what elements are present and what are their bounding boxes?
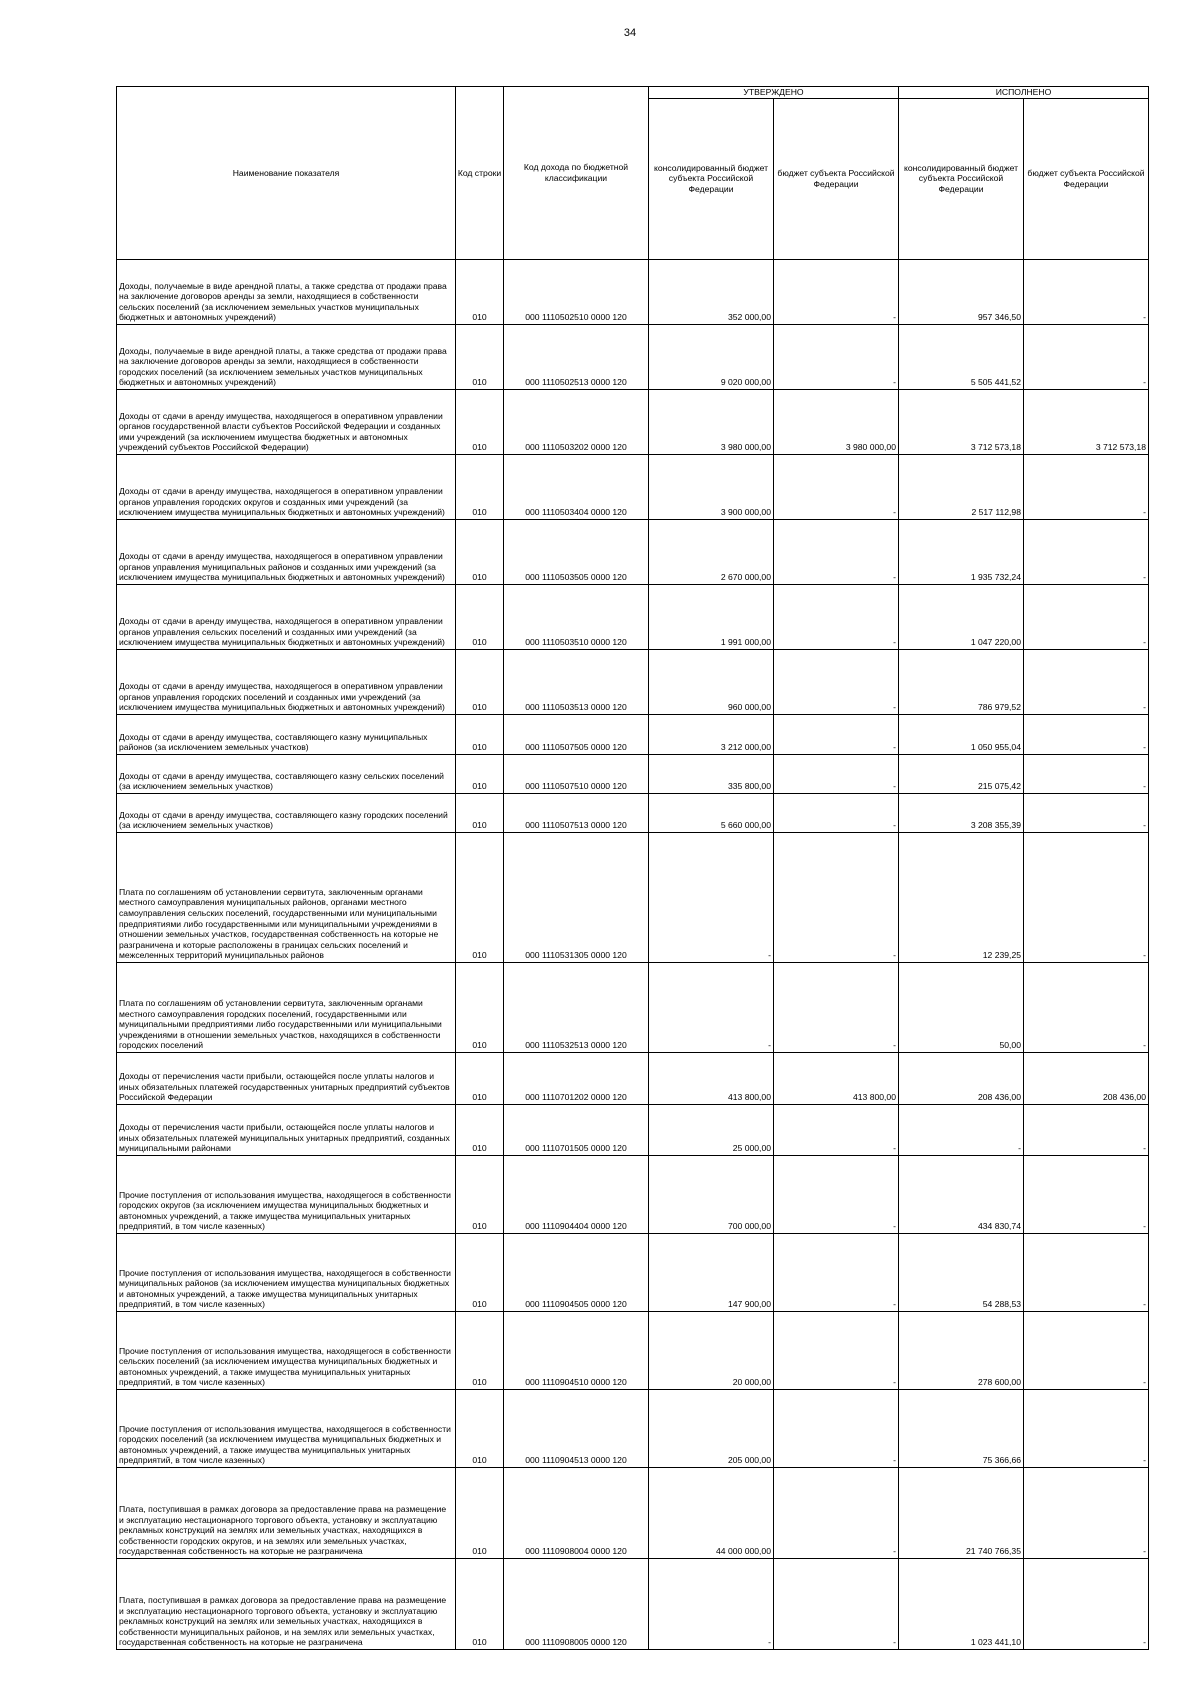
executed-consolidated: 2 517 112,98	[899, 455, 1024, 520]
page-number: 34	[623, 27, 637, 39]
income-code: 000 1110532513 0000 120	[504, 963, 649, 1053]
executed-consolidated: 215 075,42	[899, 755, 1024, 794]
table-row	[117, 585, 1149, 650]
indicator-name: Прочие поступления от использования имущества, находящегося в собственности муниципальных районов (за исключением имущества муниципальных бюджетных и автономных учреждений, а также имущества муниципальных унитарных предприятий, в том числе казенных)	[117, 1234, 456, 1312]
income-code: 000 1110904505 0000 120	[504, 1234, 649, 1312]
income-code: 000 1110503404 0000 120	[504, 455, 649, 520]
indicator-name: Доходы от сдачи в аренду имущества, находящегося в оперативном управлении органов управления сельских поселений и созданных ими учреждений (за исключением имущества муниципальных бюджетных и автономных учреждений)	[117, 585, 456, 650]
executed-subject: -	[1024, 715, 1149, 755]
executed-subject: -	[1024, 585, 1149, 650]
table-row	[117, 325, 1149, 390]
executed-subject: -	[1024, 520, 1149, 585]
indicator-name: Прочие поступления от использования имущества, находящегося в собственности сельских поселений (за исключением имущества муниципальных бюджетных и автономных учреждений, а также имущества муниципальных унитарных предприятий, в том числе казенных)	[117, 1312, 456, 1390]
indicator-name: Плата по соглашениям об установлении сервитута, заключенным органами местного самоуправления муниципальных районов, органами местного самоуправления сельских поселений, государственными или муниципальными предприятиями либо государственными или муниципальными учреждениями в отношении земельных участков, государственная собственность на которые не разграничена и которые расположены в границах сельских поселений и межселенных территорий муниципальных районов	[117, 833, 456, 963]
line-code: 010	[456, 1234, 504, 1312]
approved-consolidated: -	[649, 833, 774, 963]
table-row	[117, 833, 1149, 963]
line-code: 010	[456, 260, 504, 325]
approved-subject: 413 800,00	[774, 1053, 899, 1105]
table-row	[117, 1390, 1149, 1468]
line-code: 010	[456, 1559, 504, 1650]
table-row	[117, 1468, 1149, 1559]
executed-consolidated: 1 023 441,10	[899, 1559, 1024, 1650]
indicator-name: Доходы от перечисления части прибыли, остающейся после уплаты налогов и иных обязательных платежей государственных унитарных предприятий субъектов Российской Федерации	[117, 1053, 456, 1105]
approved-subject: -	[774, 650, 899, 715]
line-code: 010	[456, 585, 504, 650]
approved-consolidated: 2 670 000,00	[649, 520, 774, 585]
income-code: 000 1110502513 0000 120	[504, 325, 649, 390]
executed-subject: -	[1024, 650, 1149, 715]
line-code: 010	[456, 715, 504, 755]
executed-consolidated: 50,00	[899, 963, 1024, 1053]
executed-subject: -	[1024, 794, 1149, 833]
indicator-name: Доходы от сдачи в аренду имущества, составляющего казну городских поселений (за исключением земельных участков)	[117, 794, 456, 833]
income-code: 000 1110701505 0000 120	[504, 1105, 649, 1156]
table-row	[117, 963, 1149, 1053]
income-code: 000 1110503505 0000 120	[504, 520, 649, 585]
income-code: 000 1110507505 0000 120	[504, 715, 649, 755]
line-code: 010	[456, 963, 504, 1053]
indicator-name: Доходы от перечисления части прибыли, остающейся после уплаты налогов и иных обязательных платежей муниципальных унитарных предприятий, созданных муниципальными районами	[117, 1105, 456, 1156]
line-code: 010	[456, 833, 504, 963]
approved-consolidated: -	[649, 1559, 774, 1650]
executed-subject: -	[1024, 455, 1149, 520]
executed-consolidated: 208 436,00	[899, 1053, 1024, 1105]
indicator-name: Доходы от сдачи в аренду имущества, находящегося в оперативном управлении органов управления муниципальных районов и созданных ими учреждений (за исключением имущества муниципальных бюджетных и автономных учреждений)	[117, 520, 456, 585]
line-code: 010	[456, 755, 504, 794]
executed-subject: -	[1024, 1234, 1149, 1312]
approved-consolidated: 413 800,00	[649, 1053, 774, 1105]
executed-subject: 208 436,00	[1024, 1053, 1149, 1105]
executed-subject: -	[1024, 1468, 1149, 1559]
executed-consolidated: 1 047 220,00	[899, 585, 1024, 650]
line-code: 010	[456, 1468, 504, 1559]
executed-subject: -	[1024, 1559, 1149, 1650]
indicator-name: Доходы, получаемые в виде арендной платы, а также средства от продажи права на заключение договоров аренды за земли, находящиеся в собственности городских поселений (за исключением земельных участков муниципальных бюджетных и автономных учреждений)	[117, 325, 456, 390]
header-line-code: Код строки	[456, 87, 504, 260]
approved-consolidated: 1 991 000,00	[649, 585, 774, 650]
executed-subject: -	[1024, 325, 1149, 390]
line-code: 010	[456, 1105, 504, 1156]
income-code: 000 1110701202 0000 120	[504, 1053, 649, 1105]
executed-consolidated: 786 979,52	[899, 650, 1024, 715]
table-row	[117, 1156, 1149, 1234]
indicator-name: Доходы от сдачи в аренду имущества, находящегося в оперативном управлении органов управления городских округов и созданных ими учреждений (за исключением имущества муниципальных бюджетных и автономных учреждений)	[117, 455, 456, 520]
header-executed-consolidated: консолидированный бюджет субъекта Российской Федерации	[899, 99, 1024, 260]
table-row	[117, 390, 1149, 455]
approved-subject: -	[774, 794, 899, 833]
approved-consolidated: 5 660 000,00	[649, 794, 774, 833]
indicator-name: Плата, поступившая в рамках договора за предоставление права на размещение и эксплуатацию нестационарного торгового объекта, установку и эксплуатацию рекламных конструкций на землях или земельных участках, находящихся в собственности муниципальных районов, и на землях или земельных участках, государственная собственность на которые не разграничена	[117, 1559, 456, 1650]
approved-subject: -	[774, 455, 899, 520]
approved-consolidated: 44 000 000,00	[649, 1468, 774, 1559]
line-code: 010	[456, 1312, 504, 1390]
table-body	[117, 260, 1149, 1650]
approved-subject: 3 980 000,00	[774, 390, 899, 455]
line-code: 010	[456, 1156, 504, 1234]
approved-consolidated: 335 800,00	[649, 755, 774, 794]
executed-consolidated: 278 600,00	[899, 1312, 1024, 1390]
executed-consolidated: -	[899, 1105, 1024, 1156]
indicator-name: Доходы от сдачи в аренду имущества, составляющего казну сельских поселений (за исключением земельных участков)	[117, 755, 456, 794]
line-code: 010	[456, 1390, 504, 1468]
approved-consolidated: 352 000,00	[649, 260, 774, 325]
executed-consolidated: 21 740 766,35	[899, 1468, 1024, 1559]
indicator-name: Прочие поступления от использования имущества, находящегося в собственности городских округов (за исключением имущества муниципальных бюджетных и автономных учреждений, а также имущества муниципальных унитарных предприятий, в том числе казенных)	[117, 1156, 456, 1234]
executed-consolidated: 3 208 355,39	[899, 794, 1024, 833]
header-executed-subject: бюджет субъекта Российской Федерации	[1024, 99, 1149, 260]
executed-subject: -	[1024, 1312, 1149, 1390]
income-code: 000 1110904510 0000 120	[504, 1312, 649, 1390]
executed-consolidated: 12 239,25	[899, 833, 1024, 963]
approved-subject: -	[774, 585, 899, 650]
indicator-name: Плата, поступившая в рамках договора за предоставление права на размещение и эксплуатацию нестационарного торгового объекта, установку и эксплуатацию рекламных конструкций на землях или земельных участках, находящихся в собственности городских округов, и на землях или земельных участках, государственная собственность на которые не разграничена	[117, 1468, 456, 1559]
indicator-name: Прочие поступления от использования имущества, находящегося в собственности городских поселений (за исключением имущества муниципальных бюджетных и автономных учреждений, а также имущества муниципальных унитарных предприятий, в том числе казенных)	[117, 1390, 456, 1468]
table-row	[117, 520, 1149, 585]
executed-consolidated: 54 288,53	[899, 1234, 1024, 1312]
table-row	[117, 794, 1149, 833]
line-code: 010	[456, 325, 504, 390]
line-code: 010	[456, 455, 504, 520]
income-code: 000 1110908004 0000 120	[504, 1468, 649, 1559]
income-code: 000 1110904404 0000 120	[504, 1156, 649, 1234]
income-code: 000 1110503510 0000 120	[504, 585, 649, 650]
approved-consolidated: 3 900 000,00	[649, 455, 774, 520]
executed-subject: -	[1024, 833, 1149, 963]
table-row	[117, 455, 1149, 520]
table-row	[117, 715, 1149, 755]
approved-consolidated: -	[649, 963, 774, 1053]
income-code: 000 1110908005 0000 120	[504, 1559, 649, 1650]
executed-consolidated: 3 712 573,18	[899, 390, 1024, 455]
header-name: Наименование показателя	[117, 87, 456, 260]
income-code: 000 1110503202 0000 120	[504, 390, 649, 455]
line-code: 010	[456, 520, 504, 585]
table-row	[117, 1105, 1149, 1156]
approved-consolidated: 960 000,00	[649, 650, 774, 715]
approved-subject: -	[774, 325, 899, 390]
approved-subject: -	[774, 1468, 899, 1559]
table-row	[117, 260, 1149, 325]
income-code: 000 1110507510 0000 120	[504, 755, 649, 794]
approved-subject: -	[774, 1234, 899, 1312]
executed-subject: 3 712 573,18	[1024, 390, 1149, 455]
header-approved-consolidated: консолидированный бюджет субъекта Российской Федерации	[649, 99, 774, 260]
table-row	[117, 1234, 1149, 1312]
executed-subject: -	[1024, 1105, 1149, 1156]
approved-subject: -	[774, 1559, 899, 1650]
executed-subject: -	[1024, 1390, 1149, 1468]
budget-income-table	[116, 86, 1149, 1650]
income-code: 000 1110502510 0000 120	[504, 260, 649, 325]
header-executed: ИСПОЛНЕНО	[899, 87, 1149, 99]
indicator-name: Плата по соглашениям об установлении сервитута, заключенным органами местного самоуправления городских поселений, государственными или муниципальными предприятиями либо государственными или муниципальными учреждениями в отношении земельных участков, находящихся в собственности городских поселений	[117, 963, 456, 1053]
header-approved: УТВЕРЖДЕНО	[649, 87, 899, 99]
approved-consolidated: 205 000,00	[649, 1390, 774, 1468]
indicator-name: Доходы от сдачи в аренду имущества, находящегося в оперативном управлении органов управления городских поселений и созданных ими учреждений (за исключением имущества муниципальных бюджетных и автономных учреждений)	[117, 650, 456, 715]
approved-consolidated: 700 000,00	[649, 1156, 774, 1234]
approved-subject: -	[774, 715, 899, 755]
executed-consolidated: 75 366,66	[899, 1390, 1024, 1468]
executed-consolidated: 957 346,50	[899, 260, 1024, 325]
executed-subject: -	[1024, 755, 1149, 794]
income-code: 000 1110503513 0000 120	[504, 650, 649, 715]
income-code: 000 1110531305 0000 120	[504, 833, 649, 963]
approved-subject: -	[774, 1390, 899, 1468]
approved-subject: -	[774, 755, 899, 794]
line-code: 010	[456, 1053, 504, 1105]
table-row	[117, 1559, 1149, 1650]
indicator-name: Доходы от сдачи в аренду имущества, составляющего казну муниципальных районов (за исключением земельных участков)	[117, 715, 456, 755]
indicator-name: Доходы от сдачи в аренду имущества, находящегося в оперативном управлении органов государственной власти субъектов Российской Федерации и созданных ими учреждений (за исключением имущества бюджетных и автономных учреждений субъектов Российской Федерации)	[117, 390, 456, 455]
income-code: 000 1110507513 0000 120	[504, 794, 649, 833]
indicator-name: Доходы, получаемые в виде арендной платы, а также средства от продажи права на заключение договоров аренды за земли, находящиеся в собственности сельских поселений (за исключением земельных участков муниципальных бюджетных и автономных учреждений)	[117, 260, 456, 325]
table-row	[117, 755, 1149, 794]
approved-consolidated: 3 980 000,00	[649, 390, 774, 455]
table-row	[117, 1312, 1149, 1390]
approved-subject: -	[774, 833, 899, 963]
executed-consolidated: 1 935 732,24	[899, 520, 1024, 585]
line-code: 010	[456, 794, 504, 833]
executed-subject: -	[1024, 1156, 1149, 1234]
approved-subject: -	[774, 1156, 899, 1234]
approved-subject: -	[774, 963, 899, 1053]
approved-subject: -	[774, 1312, 899, 1390]
executed-consolidated: 434 830,74	[899, 1156, 1024, 1234]
approved-consolidated: 9 020 000,00	[649, 325, 774, 390]
line-code: 010	[456, 650, 504, 715]
executed-subject: -	[1024, 260, 1149, 325]
executed-consolidated: 5 505 441,52	[899, 325, 1024, 390]
approved-subject: -	[774, 520, 899, 585]
approved-subject: -	[774, 260, 899, 325]
line-code: 010	[456, 390, 504, 455]
income-code: 000 1110904513 0000 120	[504, 1390, 649, 1468]
approved-consolidated: 147 900,00	[649, 1234, 774, 1312]
approved-subject: -	[774, 1105, 899, 1156]
executed-subject: -	[1024, 963, 1149, 1053]
header-approved-subject: бюджет субъекта Российской Федерации	[774, 99, 899, 260]
table-row	[117, 1053, 1149, 1105]
approved-consolidated: 25 000,00	[649, 1105, 774, 1156]
approved-consolidated: 20 000,00	[649, 1312, 774, 1390]
executed-consolidated: 1 050 955,04	[899, 715, 1024, 755]
header-income-code: Код дохода по бюджетной классификации	[504, 87, 649, 260]
table-row	[117, 650, 1149, 715]
approved-consolidated: 3 212 000,00	[649, 715, 774, 755]
